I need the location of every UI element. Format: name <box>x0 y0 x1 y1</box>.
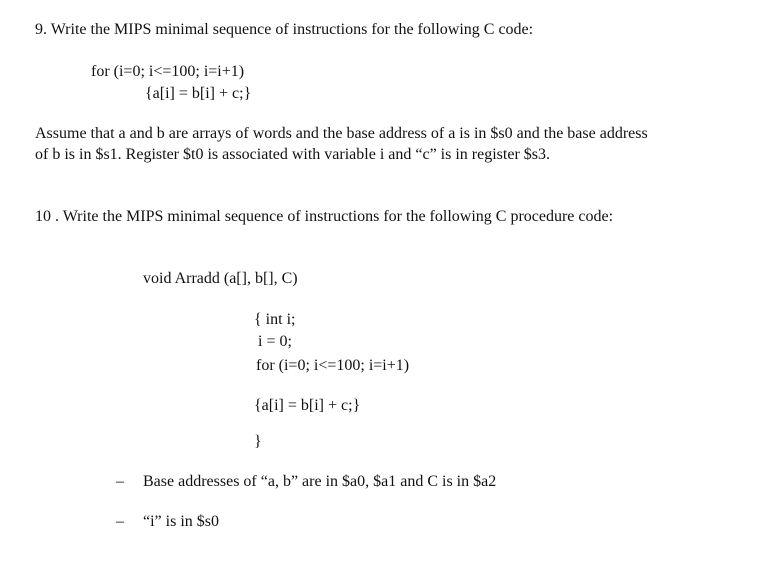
q9-assume-line-1: Assume that a and b are arrays of words and the base address of a is in $s0 and the base address <box>35 125 648 142</box>
bullet-dash: – <box>116 473 124 490</box>
q9-code-loop: for (i=0; i<=100; i=i+1) <box>91 63 245 80</box>
q10-body-open: { int i; <box>254 311 296 328</box>
q10-signature: void Arradd (a[], b[], C) <box>143 270 298 287</box>
q9-code-body: {a[i] = b[i] + c;} <box>145 85 252 102</box>
bullet-text-i-register: “i” is in $s0 <box>143 513 219 530</box>
bullet-dash: – <box>116 513 124 530</box>
bullet-text-base-addresses: Base addresses of “a, b” are in $a0, $a1 and C is in $a2 <box>143 473 497 490</box>
q10-body-close: } <box>254 433 262 450</box>
q10-loop-body: {a[i] = b[i] + c;} <box>254 397 361 414</box>
q9-assume-line-2: of b is in $s1. Register $t0 is associated with variable i and “c” is in register $s3. <box>35 146 550 163</box>
q10-heading: 10 . Write the MIPS minimal sequence of instructions for the following C procedure code: <box>35 208 614 225</box>
q9-heading: 9. Write the MIPS minimal sequence of instructions for the following C code: <box>35 21 534 38</box>
q10-init: i = 0; <box>258 333 292 350</box>
q10-loop: for (i=0; i<=100; i=i+1) <box>256 357 410 374</box>
